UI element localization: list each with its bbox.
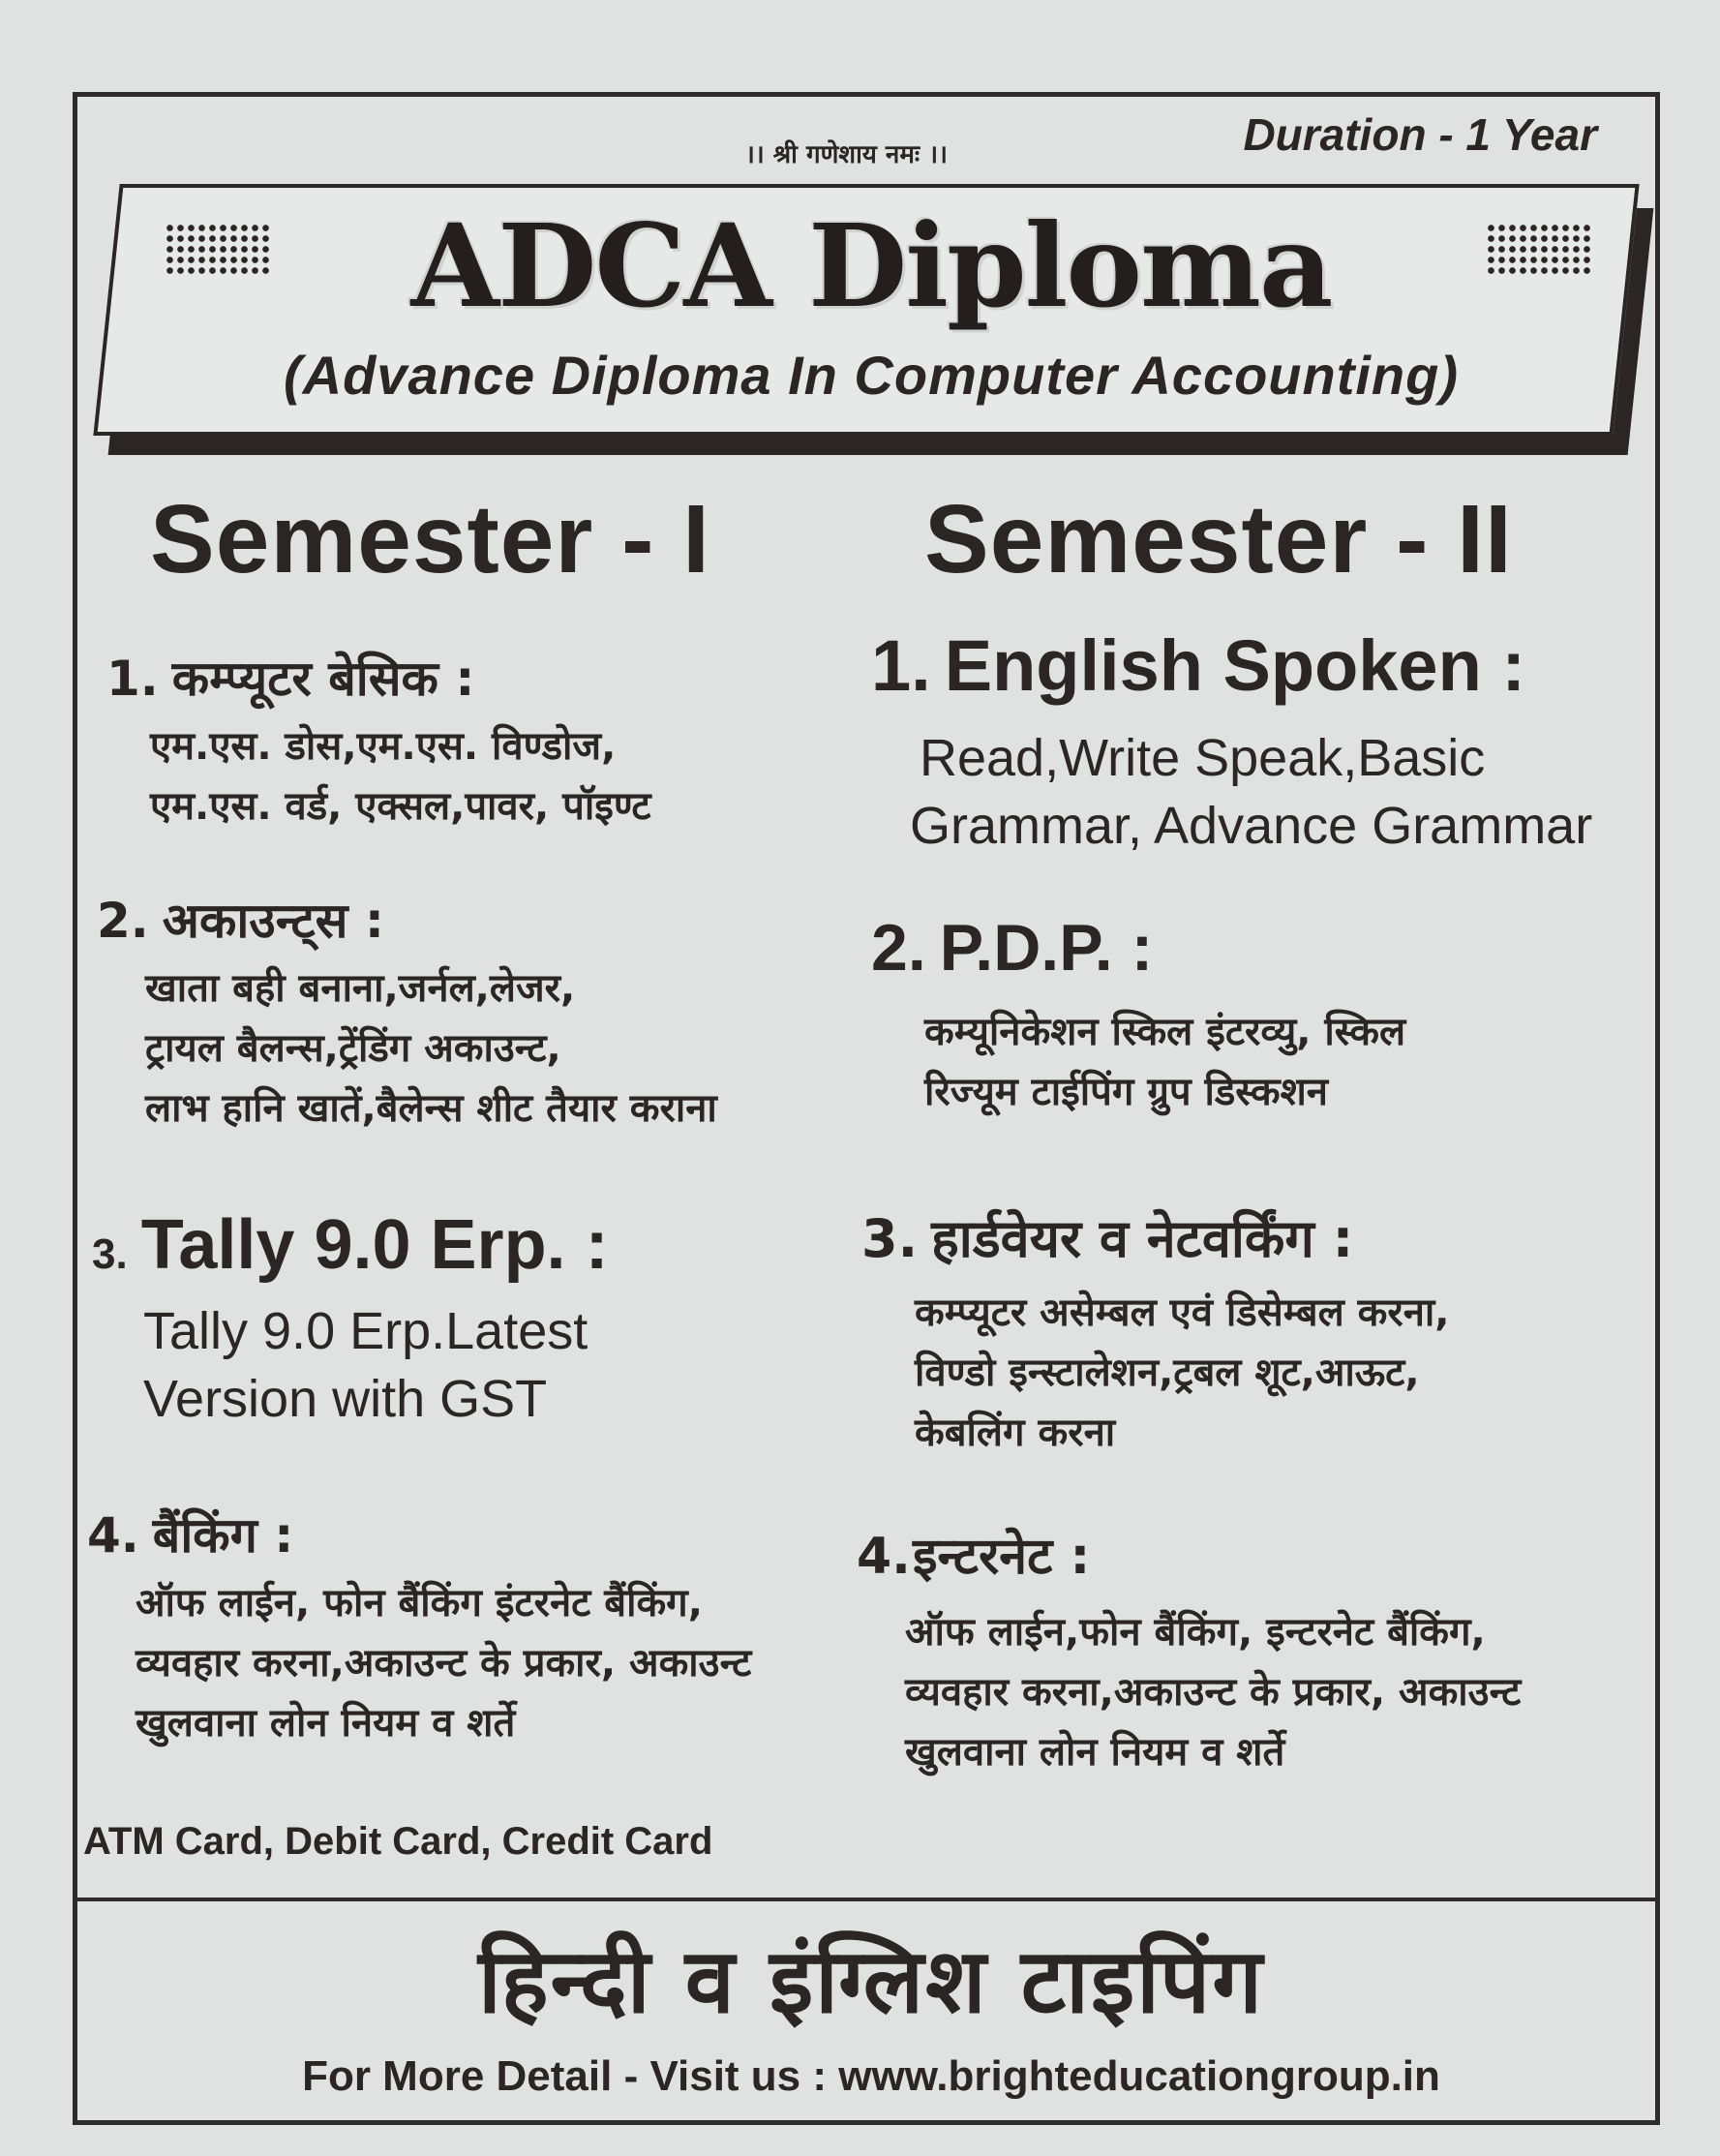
section-divider	[77, 1898, 1655, 1901]
cards-line: ATM Card, Debit Card, Credit Card	[83, 1820, 713, 1863]
footer-contact: For More Detail - Visit us : www.brighteducationgroup.in	[302, 2052, 1440, 2100]
sem2-section-2-heading: 2. P.D.P. :	[871, 911, 1154, 985]
sem1-section-3-body	[143, 1297, 588, 1433]
invocation-text: ।। श्री गणेशाय नमः ।।	[745, 140, 948, 169]
list-item: व्यवहार करना,अकाउन्ट के प्रकार, अकाउन्ट	[905, 1670, 1522, 1715]
sem1-section-1-body	[150, 716, 651, 836]
list-item: ऑफ लाईन, फोन बैंकिंग इंटरनेट बैंकिंग,	[136, 1581, 703, 1625]
list-item: कम्यूनिकेशन स्किल इंटरव्यु, स्किल	[924, 1010, 1406, 1054]
list-item: खुलवाना लोन नियम व शर्ते	[905, 1730, 1285, 1775]
list-item: ट्रायल बैलन्स,ट्रेंडिंग अकाउन्ट,	[145, 1026, 561, 1071]
sem2-section-1-body	[910, 724, 1592, 860]
semester-2-heading: Semester - II	[924, 485, 1513, 593]
sem2-section-3-heading: 3. हार्डवेयर व नेटवर्किंग :	[861, 1208, 1354, 1269]
sem2-section-3-body	[915, 1283, 1449, 1463]
list-item: एम.एस. वर्ड, एक्सल,पावर, पॉइण्ट	[150, 784, 651, 829]
sem1-section-3-heading: 3. Tally 9.0 Erp. :	[92, 1206, 609, 1284]
list-item: Grammar, Advance Grammar	[910, 797, 1593, 856]
sem1-section-2-body	[145, 958, 717, 1139]
semester-1-heading: Semester - I	[150, 485, 710, 593]
duration-label: Duration - 1 Year	[1243, 109, 1597, 160]
list-item: व्यवहार करना,अकाउन्ट के प्रकार, अकाउन्ट	[136, 1641, 752, 1685]
list-item: रिज्यूम टाईपिंग ग्रुप डिस्कशन	[924, 1070, 1328, 1114]
list-item: खुलवाना लोन नियम व शर्ते	[136, 1701, 516, 1746]
page-title: ADCA Diploma	[410, 198, 1332, 333]
list-item: एम.एस. डोस,एम.एस. विण्डोज,	[150, 724, 617, 769]
sem1-section-4-heading: 4. बैंकिंग :	[87, 1507, 294, 1564]
page-subtitle: (Advance Diploma In Computer Accounting)	[284, 345, 1459, 406]
list-item: कम्प्यूटर असेम्बल एवं डिसेम्बल करना,	[915, 1291, 1450, 1335]
list-item: खाता बही बनाना,जर्नल,लेजर,	[145, 966, 576, 1011]
sem1-section-1-heading: 1. कम्प्यूटर बेसिक :	[106, 651, 475, 707]
sem1-section-2-heading: 2. अकाउन्ट्स :	[97, 893, 384, 949]
list-item: Tally 9.0 Erp.Latest	[143, 1302, 588, 1360]
sem2-section-4-body	[905, 1602, 1521, 1782]
list-item: Read,Write Speak,Basic	[920, 729, 1486, 787]
flyer-sheet	[73, 92, 1660, 2125]
sem2-section-2-body	[924, 1002, 1405, 1122]
list-item: विण्डो इन्स्टालेशन,ट्रबल शूट,आऊट,	[915, 1351, 1420, 1395]
sem2-section-1-heading: 1. English Spoken :	[871, 625, 1525, 706]
list-item: Version with GST	[143, 1370, 548, 1429]
sem2-section-4-heading: 4.इन्टरनेट :	[857, 1528, 1091, 1586]
sem1-section-4-body	[136, 1573, 751, 1753]
list-item: लाभ हानि खातें,बैलेन्स शीट तैयार कराना	[145, 1086, 717, 1131]
list-item: ऑफ लाईन,फोन बैंकिंग, इन्टरनेट बैंकिंग,	[905, 1610, 1486, 1655]
typing-banner: हिन्दी व इंग्लिश टाइपिंग	[477, 1929, 1265, 2033]
list-item: केबलिंग करना	[915, 1411, 1116, 1455]
